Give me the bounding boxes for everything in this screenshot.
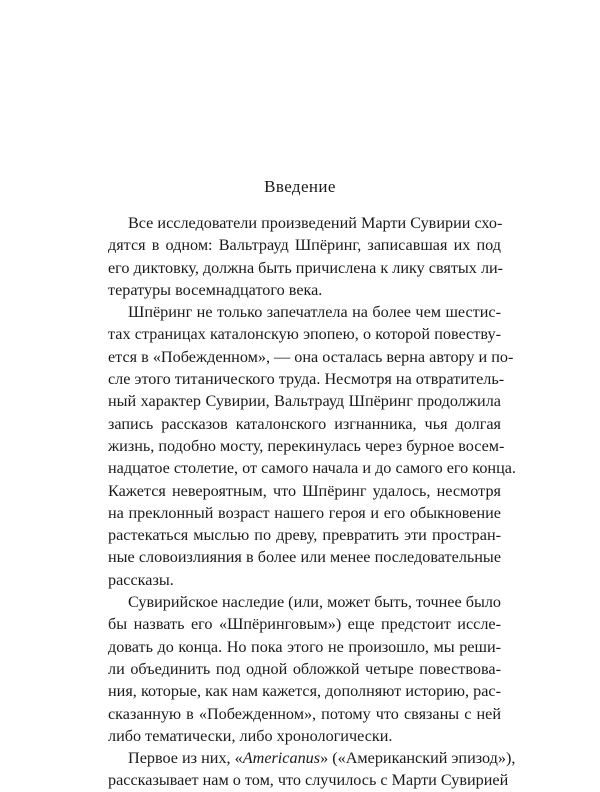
text-fragment: Первое из них, « bbox=[128, 749, 243, 768]
text-line: Все исследователи произведений Марти Сувирии схо- bbox=[128, 214, 503, 232]
italic-title: Americanus bbox=[242, 749, 321, 768]
text-line: рассказывает нам о том, что случилось с Марти Сувирией bbox=[108, 771, 509, 790]
text-line: растекаться мыслью по древу, превратить эти простран- bbox=[108, 526, 501, 545]
body-text bbox=[108, 212, 516, 792]
text-line: ния, которые, как нам кажется, дополняют историю, рас- bbox=[108, 682, 501, 701]
text-line: Шпёринг не только запечатлела на более чем шестис- bbox=[128, 303, 501, 322]
text-line: ный характер Сувирии, Вальтрауд Шпёринг продолжила bbox=[108, 392, 501, 411]
text-line: ные словоизлияния в более или менее последовательные bbox=[108, 548, 501, 567]
text-line: запись рассказов каталонского изгнанника, чья долгая bbox=[108, 414, 501, 433]
text-line: бы назвать его «Шпёринговым») еще предстоит иссле- bbox=[108, 615, 501, 634]
text-line: Сувирийское наследие (или, может быть, точнее было bbox=[128, 593, 501, 612]
text-line: его диктовку, должна быть причислена к лику святых ли- bbox=[108, 258, 504, 277]
text-line: надцатое столетие, от самого начала и до самого его конца. bbox=[108, 459, 516, 478]
text-line: либо тематически, либо хронологически. bbox=[108, 726, 393, 745]
text-line: ется в «Побежденном», — она осталась верна автору и по- bbox=[108, 347, 514, 366]
text-line: дятся в одном: Вальтрауд Шпёринг, записавшая их под bbox=[108, 236, 501, 255]
text-line bbox=[108, 747, 516, 769]
text-line: довать до конца. Но пока этого не произошло, мы реши- bbox=[108, 637, 501, 656]
text-line: на преклонный возраст нашего героя и его обыкновение bbox=[108, 503, 501, 522]
text-fragment: » («Американский эпизод»), bbox=[320, 749, 516, 768]
text-line: ли объединить под одной обложкой четыре повествова- bbox=[108, 659, 501, 678]
text-line: тах страницах каталонскую эпопею, о которой повеству- bbox=[108, 325, 501, 344]
text-line: рассказы. bbox=[108, 570, 174, 589]
text-line: сле этого титанического труда. Несмотря на отвратитель- bbox=[108, 370, 505, 389]
text-line: сказанную в «Побежденном», потому что связаны с ней bbox=[108, 704, 501, 723]
text-line: тературы восемнадцатого века. bbox=[108, 280, 323, 299]
chapter-title: Введение bbox=[264, 177, 336, 196]
text-line: Кажется невероятным, что Шпёринг удалось, несмотря bbox=[108, 481, 501, 500]
text-line: жизнь, подобно мосту, перекинулась через бурное восем- bbox=[108, 436, 505, 455]
